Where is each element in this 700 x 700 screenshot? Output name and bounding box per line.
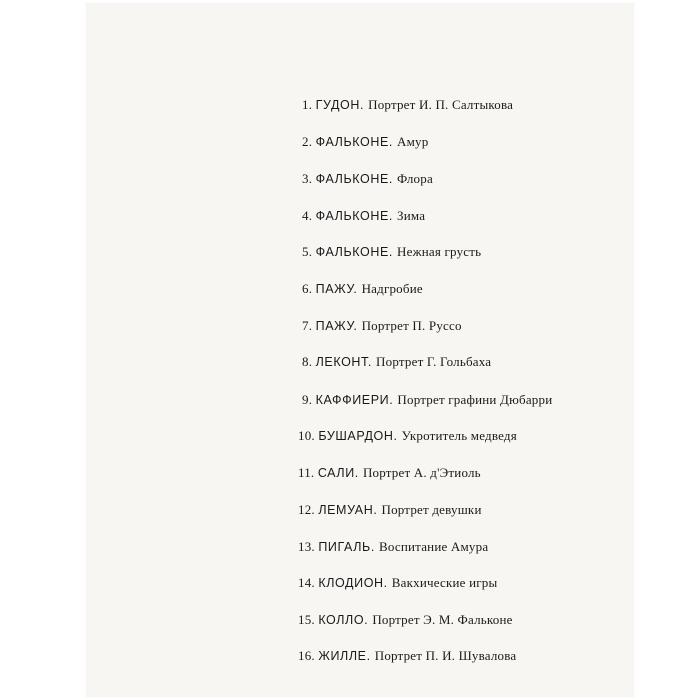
item-number: 4. bbox=[302, 208, 316, 223]
item-title: Амур bbox=[397, 134, 429, 149]
list-item bbox=[302, 97, 513, 113]
item-title: Вакхические игры bbox=[391, 575, 498, 590]
item-title: Зима bbox=[397, 208, 426, 223]
list-item bbox=[302, 171, 433, 187]
item-title: Портрет П. И. Шувалова bbox=[374, 648, 517, 663]
list-item bbox=[298, 465, 481, 481]
item-author: ПАЖУ. bbox=[315, 319, 362, 333]
list-item bbox=[302, 318, 462, 334]
item-author: ФАЛЬКОНЕ. bbox=[315, 245, 398, 259]
item-author: ЖИЛЛЕ. bbox=[318, 649, 375, 663]
item-number: 12. bbox=[298, 502, 319, 517]
item-title: Портрет А. д'Этиоль bbox=[362, 465, 481, 480]
item-title: Портрет девушки bbox=[381, 502, 482, 517]
list-item bbox=[302, 281, 423, 297]
item-number: 6. bbox=[302, 281, 316, 296]
item-number: 14. bbox=[298, 575, 319, 590]
item-number: 2. bbox=[302, 134, 316, 149]
item-author: ФАЛЬКОНЕ. bbox=[315, 209, 398, 223]
list-item bbox=[298, 428, 517, 444]
list-item bbox=[302, 208, 425, 224]
item-author: ЛЕКОНТ. bbox=[315, 355, 377, 369]
item-author: ПАЖУ. bbox=[315, 282, 362, 296]
item-author: БУШАРДОН. bbox=[318, 429, 402, 443]
item-author: ФАЛЬКОНЕ. bbox=[315, 135, 398, 149]
item-author: КОЛЛО. bbox=[318, 613, 373, 627]
item-title: Портрет П. Руссо bbox=[361, 318, 462, 333]
list-item bbox=[298, 575, 497, 591]
item-number: 9. bbox=[302, 392, 316, 407]
item-title: Воспитание Амура bbox=[378, 539, 489, 554]
document-page bbox=[86, 3, 634, 697]
item-number: 10. bbox=[298, 428, 319, 443]
item-number: 13. bbox=[298, 539, 319, 554]
list-item bbox=[302, 134, 428, 150]
item-author: КАФФИЕРИ. bbox=[315, 393, 398, 407]
item-number: 15. bbox=[298, 612, 319, 627]
item-author: ЛЕМУАН. bbox=[318, 503, 382, 517]
item-author: ФАЛЬКОНЕ. bbox=[315, 172, 398, 186]
item-title: Надгробие bbox=[361, 281, 423, 296]
list-item bbox=[302, 392, 552, 408]
item-title: Портрет И. П. Салтыкова bbox=[368, 97, 514, 112]
item-number: 7. bbox=[302, 318, 316, 333]
item-number: 1. bbox=[302, 97, 316, 112]
list-item bbox=[298, 648, 516, 664]
item-number: 5. bbox=[302, 244, 316, 259]
item-title: Укротитель медведя bbox=[401, 428, 517, 443]
list-item bbox=[298, 539, 488, 555]
item-number: 11. bbox=[298, 465, 318, 480]
item-number: 8. bbox=[302, 354, 316, 369]
item-number: 3. bbox=[302, 171, 316, 186]
item-title: Портрет графини Дюбарри bbox=[397, 392, 553, 407]
item-title: Флора bbox=[397, 171, 433, 186]
item-author: ГУДОН. bbox=[315, 98, 369, 112]
item-author: САЛИ. bbox=[317, 466, 363, 480]
list-item bbox=[298, 502, 482, 518]
item-author: КЛОДИОН. bbox=[318, 576, 392, 590]
list-item bbox=[302, 354, 491, 370]
item-title: Портрет Г. Гольбаха bbox=[376, 354, 492, 369]
item-number: 16. bbox=[298, 648, 319, 663]
list-item bbox=[298, 612, 513, 628]
list-item bbox=[302, 244, 481, 260]
item-title: Нежная грусть bbox=[397, 244, 482, 259]
item-title: Портрет Э. М. Фальконе bbox=[372, 612, 513, 627]
item-author: ПИГАЛЬ. bbox=[318, 540, 379, 554]
